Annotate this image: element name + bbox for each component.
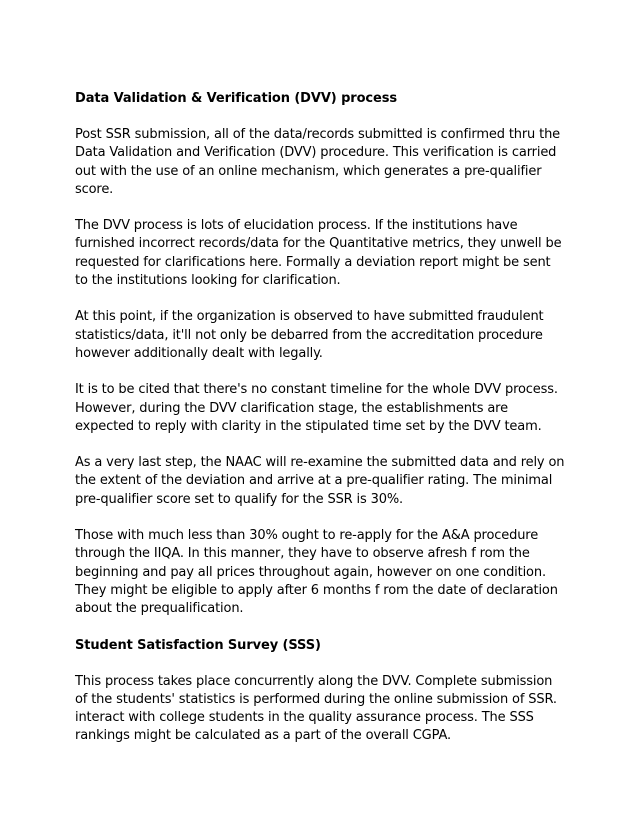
text-line: however additionally dealt with legally.: [75, 345, 323, 361]
text-line: beginning and pay all prices throughout again, however on one condition.: [75, 564, 546, 580]
text-line: of the students' statistics is performed during the online submission of SSR.: [75, 691, 557, 707]
text-line: out with the use of an online mechanism, which generates a pre-qualifier: [75, 163, 542, 179]
paragraph-sss: [75, 673, 563, 746]
text-line: However, during the DVV clarification stage, the establishments are: [75, 400, 508, 416]
text-line: expected to reply with clarity in the stipulated time set by the DVV team.: [75, 418, 542, 434]
section-heading-dvv: Data Validation & Verification (DVV) process: [75, 91, 398, 106]
paragraph-dvv-elucidation: [75, 217, 563, 290]
text-line: about the prequalification.: [75, 601, 244, 617]
text-line: This process takes place concurrently along the DVV. Complete submission: [75, 673, 553, 689]
text-line: the extent of the deviation and arrive at a pre-qualifier rating. The minimal: [75, 473, 553, 489]
text-line: rankings might be calculated as a part of the overall CGPA.: [75, 728, 451, 744]
text-line: It is to be cited that there's no constant timeline for the whole DVV process.: [75, 382, 558, 398]
text-line: Data Validation and Verification (DVV) procedure. This verification is carried: [75, 145, 557, 161]
paragraph-dvv-intro: [75, 126, 563, 199]
section-heading-sss: Student Satisfaction Survey (SSS): [75, 637, 321, 653]
text-line: Those with much less than 30% ought to re-apply for the A&A procedure: [75, 528, 539, 544]
text-line: At this point, if the organization is observed to have submitted fraudulent: [75, 309, 544, 325]
paragraph-dvv-reapply: [75, 527, 563, 618]
text-line: pre-qualifier score set to qualify for the SSR is 30%.: [75, 491, 404, 507]
text-line: They might be eligible to apply after 6 months f rom the date of declaration: [75, 582, 558, 598]
text-line: through the IIQA. In this manner, they have to observe afresh f rom the: [75, 546, 530, 562]
text-line: The DVV process is lots of elucidation process. If the institutions have: [75, 218, 518, 234]
text-line: statistics/data, it'll not only be debarred from the accreditation procedure: [75, 327, 543, 343]
text-line: score.: [75, 181, 114, 197]
paragraph-dvv-fraud: [75, 308, 563, 363]
text-line: interact with college students in the quality assurance process. The SSS: [75, 710, 534, 726]
paragraph-dvv-timeline: [75, 381, 563, 436]
text-line: Post SSR submission, all of the data/records submitted is confirmed thru the: [75, 127, 561, 142]
text-line: requested for clarifications here. Formally a deviation report might be sent: [75, 254, 551, 270]
text-line: furnished incorrect records/data for the Quantitative metrics, they unwell be: [75, 236, 562, 252]
document-page: [75, 90, 563, 764]
text-line: As a very last step, the NAAC will re-examine the submitted data and rely on: [75, 455, 565, 471]
paragraph-dvv-final-step: [75, 454, 563, 509]
text-line: to the institutions looking for clarification.: [75, 273, 341, 289]
